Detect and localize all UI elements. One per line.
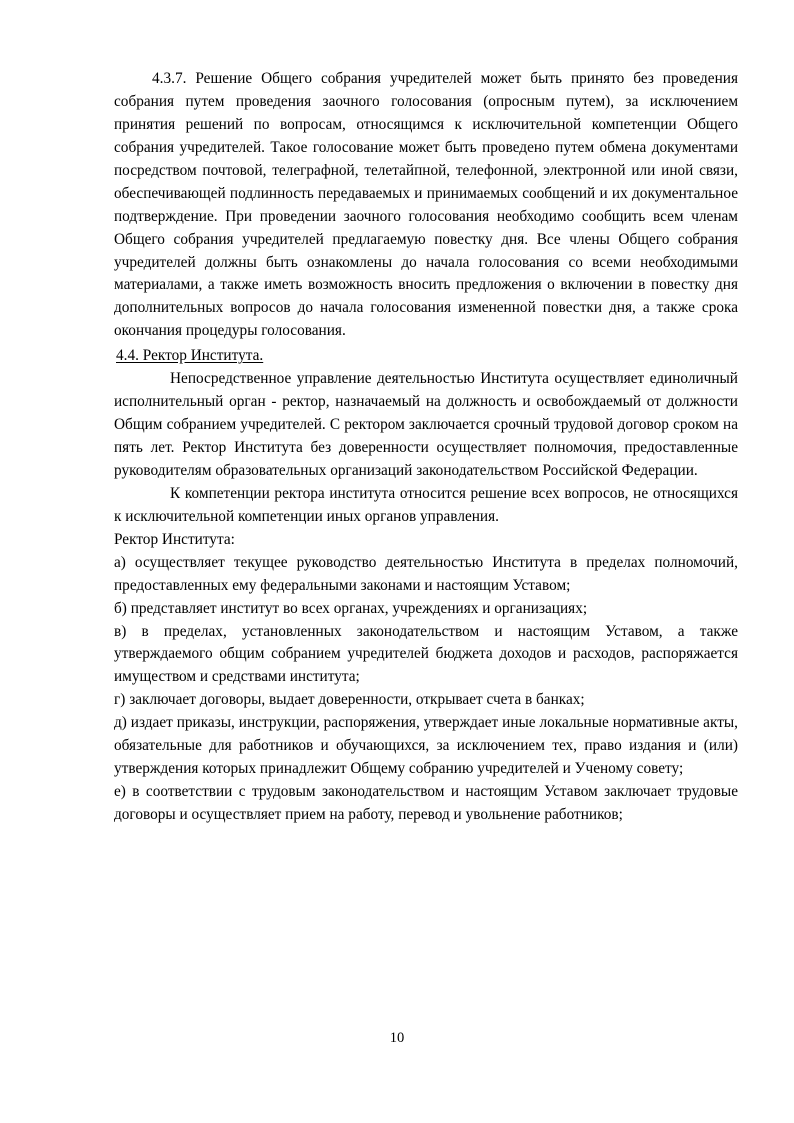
paragraph-4-3-7: 4.3.7. Решение Общего собрания учредителей может быть принято без проведения собрания путем проведения заочного голосования (опросным путем), за исключением принятия решений по вопросам, относящимся к исключительной компетенции Общего собрания учредителей. Такое голосование может быть проведено путем обмена документами посредством почтовой, телеграфной, телетайпной, телефонной, электронной или иной связи, обеспечивающей подлинность передаваемых и принимаемых сообщений и их документальное подтверждение. При проведении заочного голосования необходимо сообщить всем членам Общего собрания учредителей предлагаемую повестку дня. Все члены Общего собрания учредителей должны быть ознакомлены до начала голосования со всеми необходимыми материалами, а также иметь возможность вносить предложения о включении в повестку дня дополнительных вопросов до начала голосования измененной повестки дня, а также срока окончания процедуры голосования. xyxy=(114,70,738,340)
list-item-b: б) представляет институт во всех органах, учреждениях и организациях; xyxy=(114,599,588,617)
page-number: 10 xyxy=(389,1030,405,1046)
list-item-v: в) в пределах, установленных законодательством и настоящим Уставом, а также утверждаемого общим собранием учредителей бюджета доходов и расходов, распоряжается имуществом и средствами института; xyxy=(114,622,738,686)
list-item-a: а) осуществляет текущее руководство деятельностью Института в пределах полномочий, предоставленных ему федеральными законами и настоящим Уставом; xyxy=(114,553,738,594)
paragraph-rector-competence: К компетенции ректора института относится решение всех вопросов, не относящихся к исключительной компетенции иных органов управления. xyxy=(114,484,738,525)
list-item-e: е) в соответствии с трудовым законодательством и настоящим Уставом заключает трудовые договоры и осуществляет прием на работу, перевод и увольнение работников; xyxy=(114,783,738,823)
document-body xyxy=(114,68,738,827)
paragraph-rector-management: Непосредственное управление деятельностью Института осуществляет единоличный исполнительный орган - ректор, назначаемый на должность и освобождаемый от должности Общим собранием учредителей. С ректором заключается срочный трудовой договор сроком на пять лет. Ректор Института без доверенности осуществляет полномочия, предоставленные руководителям образовательных организаций законодательством Российской Федерации. xyxy=(114,370,738,479)
list-item-d: д) издает приказы, инструкции, распоряжения, утверждает иные локальные нормативные акты, обязательные для работников и обучающихся, за исключением тех, право издания и (или) утверждения которых принадлежит Общему собранию учредителей и Ученому совету; xyxy=(114,714,738,778)
section-heading-4-4: 4.4. Ректор Института. xyxy=(116,347,264,365)
list-item-g: г) заключает договоры, выдает доверенности, открывает счета в банках; xyxy=(114,691,585,709)
paragraph-rector-list-intro: Ректор Института: xyxy=(114,530,235,548)
